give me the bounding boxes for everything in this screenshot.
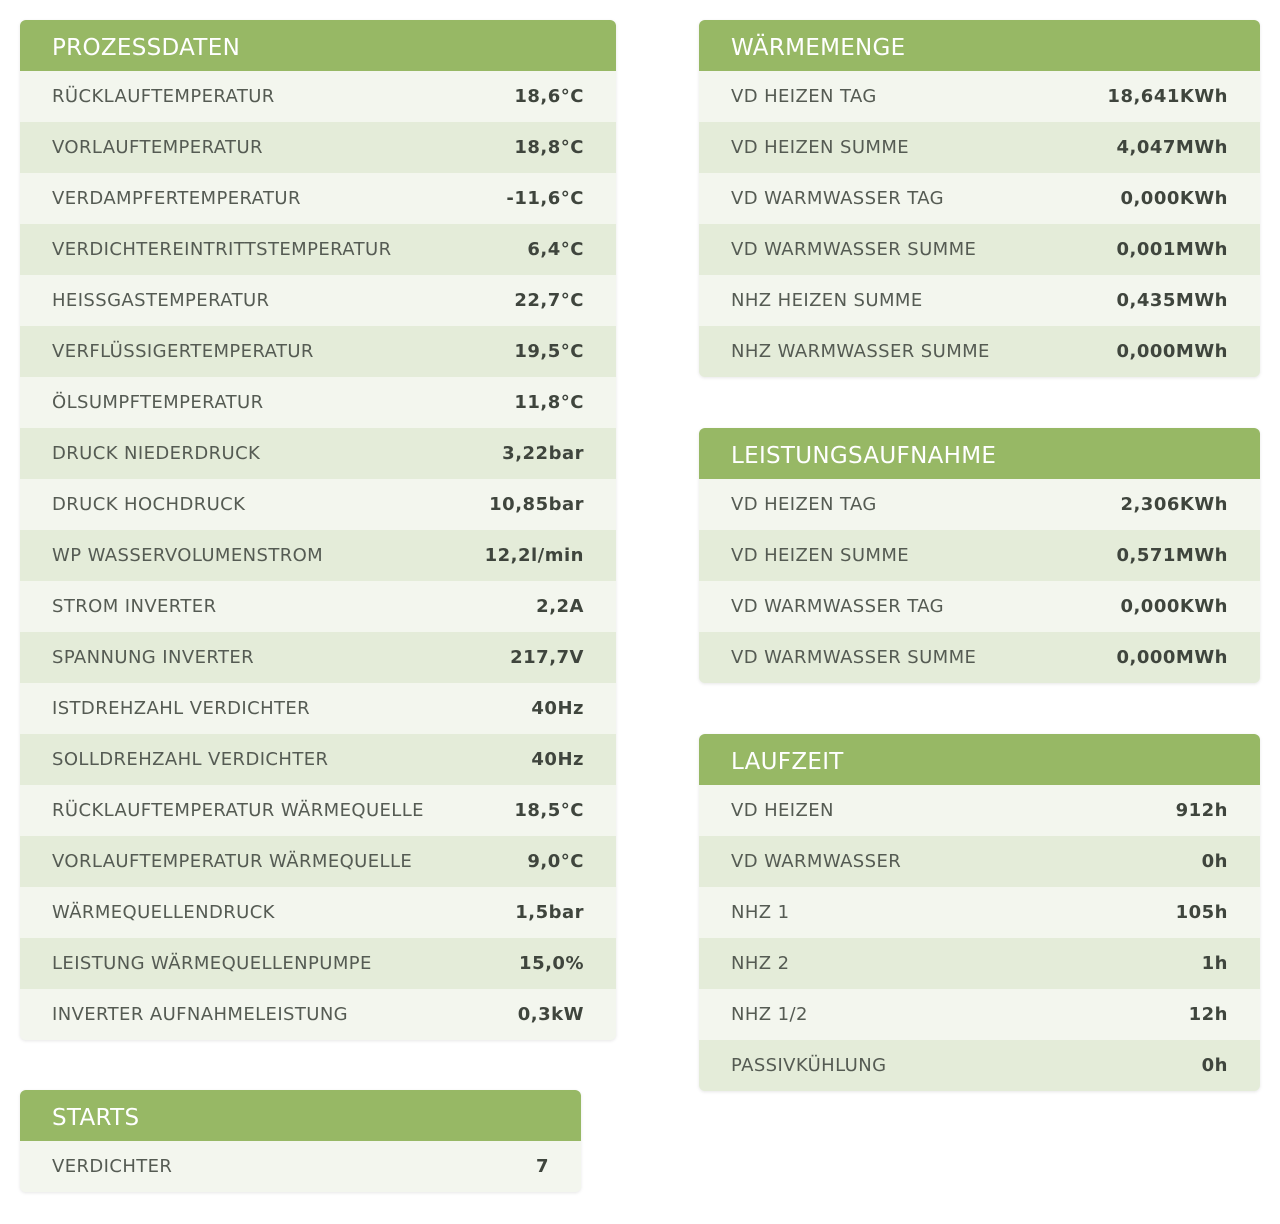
row-label: ISTDREHZAHL VERDICHTER bbox=[52, 698, 311, 719]
laufzeit-row bbox=[699, 836, 1260, 887]
prozessdaten-row bbox=[20, 938, 616, 989]
row-value: -11,6°C bbox=[506, 188, 584, 209]
starts-title: STARTS bbox=[20, 1090, 581, 1141]
laufzeit-row bbox=[699, 938, 1260, 989]
leistungsaufnahme-panel bbox=[699, 428, 1260, 683]
row-label: NHZ 1/2 bbox=[731, 1004, 808, 1025]
leistungsaufnahme-rows bbox=[699, 479, 1260, 683]
row-label: SOLLDREHZAHL VERDICHTER bbox=[52, 749, 329, 770]
row-value: 0h bbox=[1201, 1055, 1228, 1076]
leistungsaufnahme-row bbox=[699, 479, 1260, 530]
prozessdaten-row bbox=[20, 275, 616, 326]
laufzeit-title: LAUFZEIT bbox=[699, 734, 1260, 785]
laufzeit-rows bbox=[699, 785, 1260, 1091]
row-label: WÄRMEQUELLENDRUCK bbox=[52, 902, 275, 923]
row-label: ÖLSUMPFTEMPERATUR bbox=[52, 392, 264, 413]
row-value: 18,5°C bbox=[514, 800, 584, 821]
prozessdaten-row bbox=[20, 734, 616, 785]
prozessdaten-rows bbox=[20, 71, 616, 1040]
row-value: 9,0°C bbox=[527, 851, 584, 872]
row-label: RÜCKLAUFTEMPERATUR bbox=[52, 86, 275, 107]
row-value: 912h bbox=[1175, 800, 1228, 821]
starts-row bbox=[20, 1141, 581, 1192]
starts-panel bbox=[20, 1090, 581, 1192]
row-value: 19,5°C bbox=[514, 341, 584, 362]
starts-rows bbox=[20, 1141, 581, 1192]
row-value: 18,6°C bbox=[514, 86, 584, 107]
row-label: LEISTUNG WÄRMEQUELLENPUMPE bbox=[52, 953, 372, 974]
prozessdaten-panel bbox=[20, 20, 616, 1040]
prozessdaten-row bbox=[20, 683, 616, 734]
row-label: NHZ WARMWASSER SUMME bbox=[731, 341, 990, 362]
prozessdaten-row bbox=[20, 122, 616, 173]
row-value: 2,2A bbox=[536, 596, 584, 617]
row-value: 4,047MWh bbox=[1116, 137, 1228, 158]
row-value: 2,306KWh bbox=[1120, 494, 1228, 515]
leistungsaufnahme-row bbox=[699, 632, 1260, 683]
row-label: INVERTER AUFNAHMELEISTUNG bbox=[52, 1004, 349, 1025]
row-value: 18,8°C bbox=[514, 137, 584, 158]
row-value: 12h bbox=[1188, 1004, 1228, 1025]
waermemenge-panel bbox=[699, 20, 1260, 377]
leistungsaufnahme-row bbox=[699, 581, 1260, 632]
row-label: VERDICHTER bbox=[52, 1156, 173, 1177]
prozessdaten-row bbox=[20, 173, 616, 224]
prozessdaten-row bbox=[20, 428, 616, 479]
row-label: VD WARMWASSER SUMME bbox=[731, 239, 977, 260]
waermemenge-row bbox=[699, 71, 1260, 122]
laufzeit-row bbox=[699, 989, 1260, 1040]
row-value: 22,7°C bbox=[514, 290, 584, 311]
leistungsaufnahme-title: LEISTUNGSAUFNAHME bbox=[699, 428, 1260, 479]
row-value: 217,7V bbox=[510, 647, 584, 668]
row-label: VERDAMPFERTEMPERATUR bbox=[52, 188, 301, 209]
prozessdaten-row bbox=[20, 326, 616, 377]
prozessdaten-row bbox=[20, 887, 616, 938]
waermemenge-row bbox=[699, 224, 1260, 275]
prozessdaten-row bbox=[20, 224, 616, 275]
waermemenge-row bbox=[699, 122, 1260, 173]
row-value: 11,8°C bbox=[514, 392, 584, 413]
row-value: 6,4°C bbox=[527, 239, 584, 260]
row-label: STROM INVERTER bbox=[52, 596, 217, 617]
row-label: VORLAUFTEMPERATUR bbox=[52, 137, 263, 158]
prozessdaten-row bbox=[20, 377, 616, 428]
row-label: VD WARMWASSER TAG bbox=[731, 188, 944, 209]
prozessdaten-title: PROZESSDATEN bbox=[20, 20, 616, 71]
row-value: 1h bbox=[1201, 953, 1228, 974]
waermemenge-row bbox=[699, 326, 1260, 377]
row-value: 0,001MWh bbox=[1116, 239, 1228, 260]
row-value: 0,000KWh bbox=[1120, 596, 1228, 617]
row-value: 40Hz bbox=[531, 698, 584, 719]
row-value: 10,85bar bbox=[489, 494, 584, 515]
row-label: NHZ HEIZEN SUMME bbox=[731, 290, 923, 311]
row-value: 1,5bar bbox=[515, 902, 584, 923]
row-value: 0,000KWh bbox=[1120, 188, 1228, 209]
row-label: VD HEIZEN TAG bbox=[731, 86, 877, 107]
prozessdaten-row bbox=[20, 530, 616, 581]
row-label: DRUCK HOCHDRUCK bbox=[52, 494, 246, 515]
row-value: 0,000MWh bbox=[1116, 647, 1228, 668]
row-value: 12,2l/min bbox=[484, 545, 584, 566]
waermemenge-row bbox=[699, 173, 1260, 224]
row-value: 7 bbox=[535, 1156, 549, 1177]
prozessdaten-row bbox=[20, 785, 616, 836]
row-label: RÜCKLAUFTEMPERATUR WÄRMEQUELLE bbox=[52, 800, 424, 821]
prozessdaten-row bbox=[20, 989, 616, 1040]
row-label: VORLAUFTEMPERATUR WÄRMEQUELLE bbox=[52, 851, 413, 872]
prozessdaten-row bbox=[20, 836, 616, 887]
prozessdaten-row bbox=[20, 71, 616, 122]
laufzeit-panel bbox=[699, 734, 1260, 1091]
row-value: 18,641KWh bbox=[1107, 86, 1228, 107]
row-label: WP WASSERVOLUMENSTROM bbox=[52, 545, 324, 566]
prozessdaten-row bbox=[20, 479, 616, 530]
laufzeit-row bbox=[699, 887, 1260, 938]
row-label: NHZ 2 bbox=[731, 953, 790, 974]
prozessdaten-row bbox=[20, 632, 616, 683]
row-label: VD HEIZEN SUMME bbox=[731, 545, 910, 566]
row-label: VD WARMWASSER bbox=[731, 851, 902, 872]
row-label: VERDICHTEREINTRITTSTEMPERATUR bbox=[52, 239, 392, 260]
row-label: VD WARMWASSER SUMME bbox=[731, 647, 977, 668]
row-label: VD HEIZEN SUMME bbox=[731, 137, 910, 158]
row-label: VD WARMWASSER TAG bbox=[731, 596, 944, 617]
waermemenge-rows bbox=[699, 71, 1260, 377]
row-label: VD HEIZEN TAG bbox=[731, 494, 877, 515]
prozessdaten-row bbox=[20, 581, 616, 632]
row-value: 15,0% bbox=[519, 953, 584, 974]
row-label: PASSIVKÜHLUNG bbox=[731, 1055, 887, 1076]
row-value: 0,435MWh bbox=[1116, 290, 1228, 311]
row-value: 105h bbox=[1175, 902, 1228, 923]
leistungsaufnahme-row bbox=[699, 530, 1260, 581]
row-label: HEISSGASTEMPERATUR bbox=[52, 290, 270, 311]
row-value: 40Hz bbox=[531, 749, 584, 770]
row-value: 0,571MWh bbox=[1116, 545, 1228, 566]
row-value: 0,3kW bbox=[517, 1004, 584, 1025]
row-label: NHZ 1 bbox=[731, 902, 790, 923]
row-value: 0h bbox=[1201, 851, 1228, 872]
laufzeit-row bbox=[699, 785, 1260, 836]
waermemenge-title: WÄRMEMENGE bbox=[699, 20, 1260, 71]
row-label: VD HEIZEN bbox=[731, 800, 834, 821]
row-value: 3,22bar bbox=[502, 443, 584, 464]
laufzeit-row bbox=[699, 1040, 1260, 1091]
waermemenge-row bbox=[699, 275, 1260, 326]
row-label: SPANNUNG INVERTER bbox=[52, 647, 255, 668]
row-value: 0,000MWh bbox=[1116, 341, 1228, 362]
row-label: DRUCK NIEDERDRUCK bbox=[52, 443, 261, 464]
row-label: VERFLÜSSIGERTEMPERATUR bbox=[52, 341, 314, 362]
